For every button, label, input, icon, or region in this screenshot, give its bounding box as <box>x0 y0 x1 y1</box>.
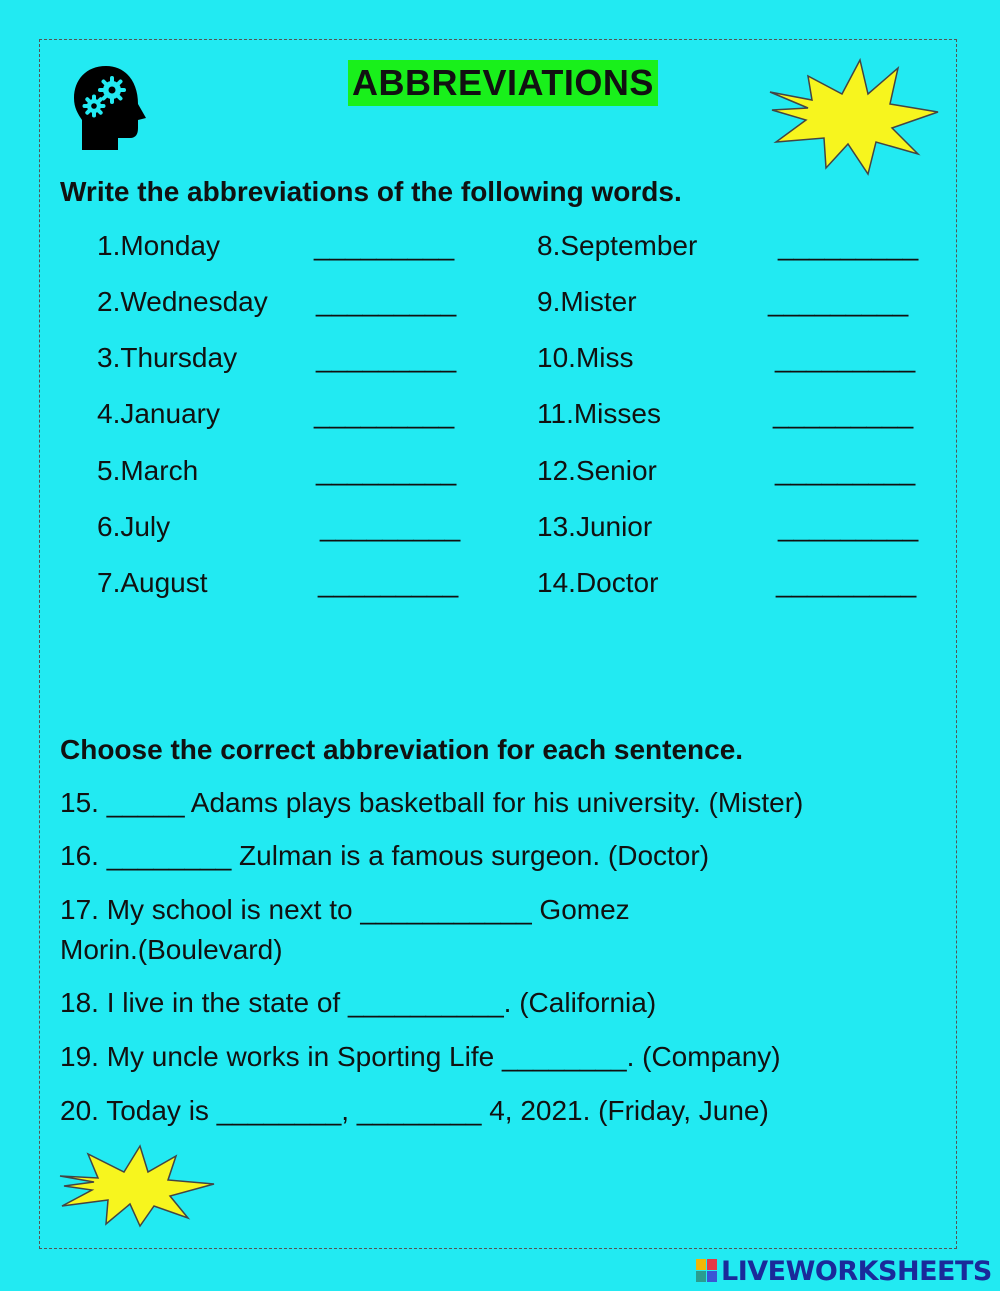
word-text: Monday <box>120 230 220 261</box>
answer-blank[interactable]: _________ <box>316 286 457 317</box>
liveworksheets-cube-icon <box>696 1259 718 1283</box>
word-item-left <box>97 230 220 262</box>
word-number: 2. <box>97 286 121 317</box>
word-item-right <box>537 286 637 318</box>
word-item-right <box>537 398 661 430</box>
word-number: 6. <box>97 511 121 542</box>
page-title: ABBREVIATIONS <box>348 60 658 106</box>
answer-blank[interactable]: _________ <box>320 511 461 542</box>
answer-blank[interactable]: _________ <box>778 230 919 261</box>
word-item-left <box>97 511 170 543</box>
word-item-right <box>537 511 652 543</box>
sentence-line[interactable]: Morin.(Boulevard) <box>60 934 283 965</box>
sentence-line[interactable]: 16. ________ Zulman is a famous surgeon. (Doctor) <box>60 840 710 871</box>
word-item-right <box>537 455 657 487</box>
word-item-left <box>97 342 237 374</box>
word-text: Senior <box>575 455 657 486</box>
word-text: Wednesday <box>120 286 268 317</box>
word-number: 11. <box>537 398 574 429</box>
liveworksheets-brand: LIVEWORKSHEETS <box>721 1256 992 1287</box>
sentence-line[interactable]: 20. Today is ________, ________ 4, 2021. (Friday, June) <box>60 1095 769 1126</box>
starburst-bottom-icon <box>58 1144 216 1228</box>
word-text: Junior <box>575 511 653 542</box>
word-item-left <box>97 286 268 318</box>
starburst-top-icon <box>768 58 940 176</box>
word-item-left <box>97 455 198 487</box>
word-number: 3. <box>97 342 121 373</box>
word-text: August <box>120 567 208 598</box>
sentence-line[interactable]: 19. My uncle works in Sporting Life ________. (Company) <box>60 1041 781 1072</box>
word-text: Misses <box>573 398 661 429</box>
word-number: 5. <box>97 455 121 486</box>
answer-blank[interactable]: _________ <box>768 286 909 317</box>
sentence-line[interactable]: 17. My school is next to ___________ Gomez <box>60 894 630 925</box>
section2-heading: Choose the correct abbreviation for each sentence. <box>60 734 744 765</box>
word-number: 13. <box>537 511 576 542</box>
word-number: 7. <box>97 567 121 598</box>
word-text: Miss <box>575 342 634 373</box>
word-number: 9. <box>537 286 561 317</box>
word-text: January <box>120 398 220 429</box>
word-number: 8. <box>537 230 561 261</box>
section1-heading: Write the abbreviations of the following words. <box>60 176 682 207</box>
answer-blank[interactable]: _________ <box>775 342 916 373</box>
word-text: Doctor <box>575 567 659 598</box>
word-text: Mister <box>560 286 637 317</box>
sentence-line[interactable]: 15. _____ Adams plays basketball for his university. (Mister) <box>60 787 804 818</box>
word-text: Thursday <box>120 342 238 373</box>
liveworksheets-logo <box>696 1256 992 1287</box>
word-number: 1. <box>97 230 121 261</box>
answer-blank[interactable]: _________ <box>314 230 455 261</box>
word-item-right <box>537 567 658 599</box>
answer-blank[interactable]: _________ <box>314 398 455 429</box>
head-gears-icon <box>68 64 150 152</box>
answer-blank[interactable]: _________ <box>778 511 919 542</box>
answer-blank[interactable]: _________ <box>316 342 457 373</box>
word-number: 12. <box>537 455 576 486</box>
word-text: March <box>120 455 199 486</box>
word-item-left <box>97 567 208 599</box>
answer-blank[interactable]: _________ <box>773 398 914 429</box>
word-item-left <box>97 398 220 430</box>
answer-blank[interactable]: _________ <box>776 567 917 598</box>
word-number: 14. <box>537 567 576 598</box>
word-item-right <box>537 342 633 374</box>
word-text: July <box>120 511 171 542</box>
answer-blank[interactable]: _________ <box>775 455 916 486</box>
word-text: September <box>560 230 698 261</box>
word-number: 4. <box>97 398 121 429</box>
answer-blank[interactable]: _________ <box>316 455 457 486</box>
word-item-right <box>537 230 697 262</box>
sentence-line[interactable]: 18. I live in the state of __________. (California) <box>60 987 657 1018</box>
answer-blank[interactable]: _________ <box>318 567 459 598</box>
word-number: 10. <box>537 342 576 373</box>
